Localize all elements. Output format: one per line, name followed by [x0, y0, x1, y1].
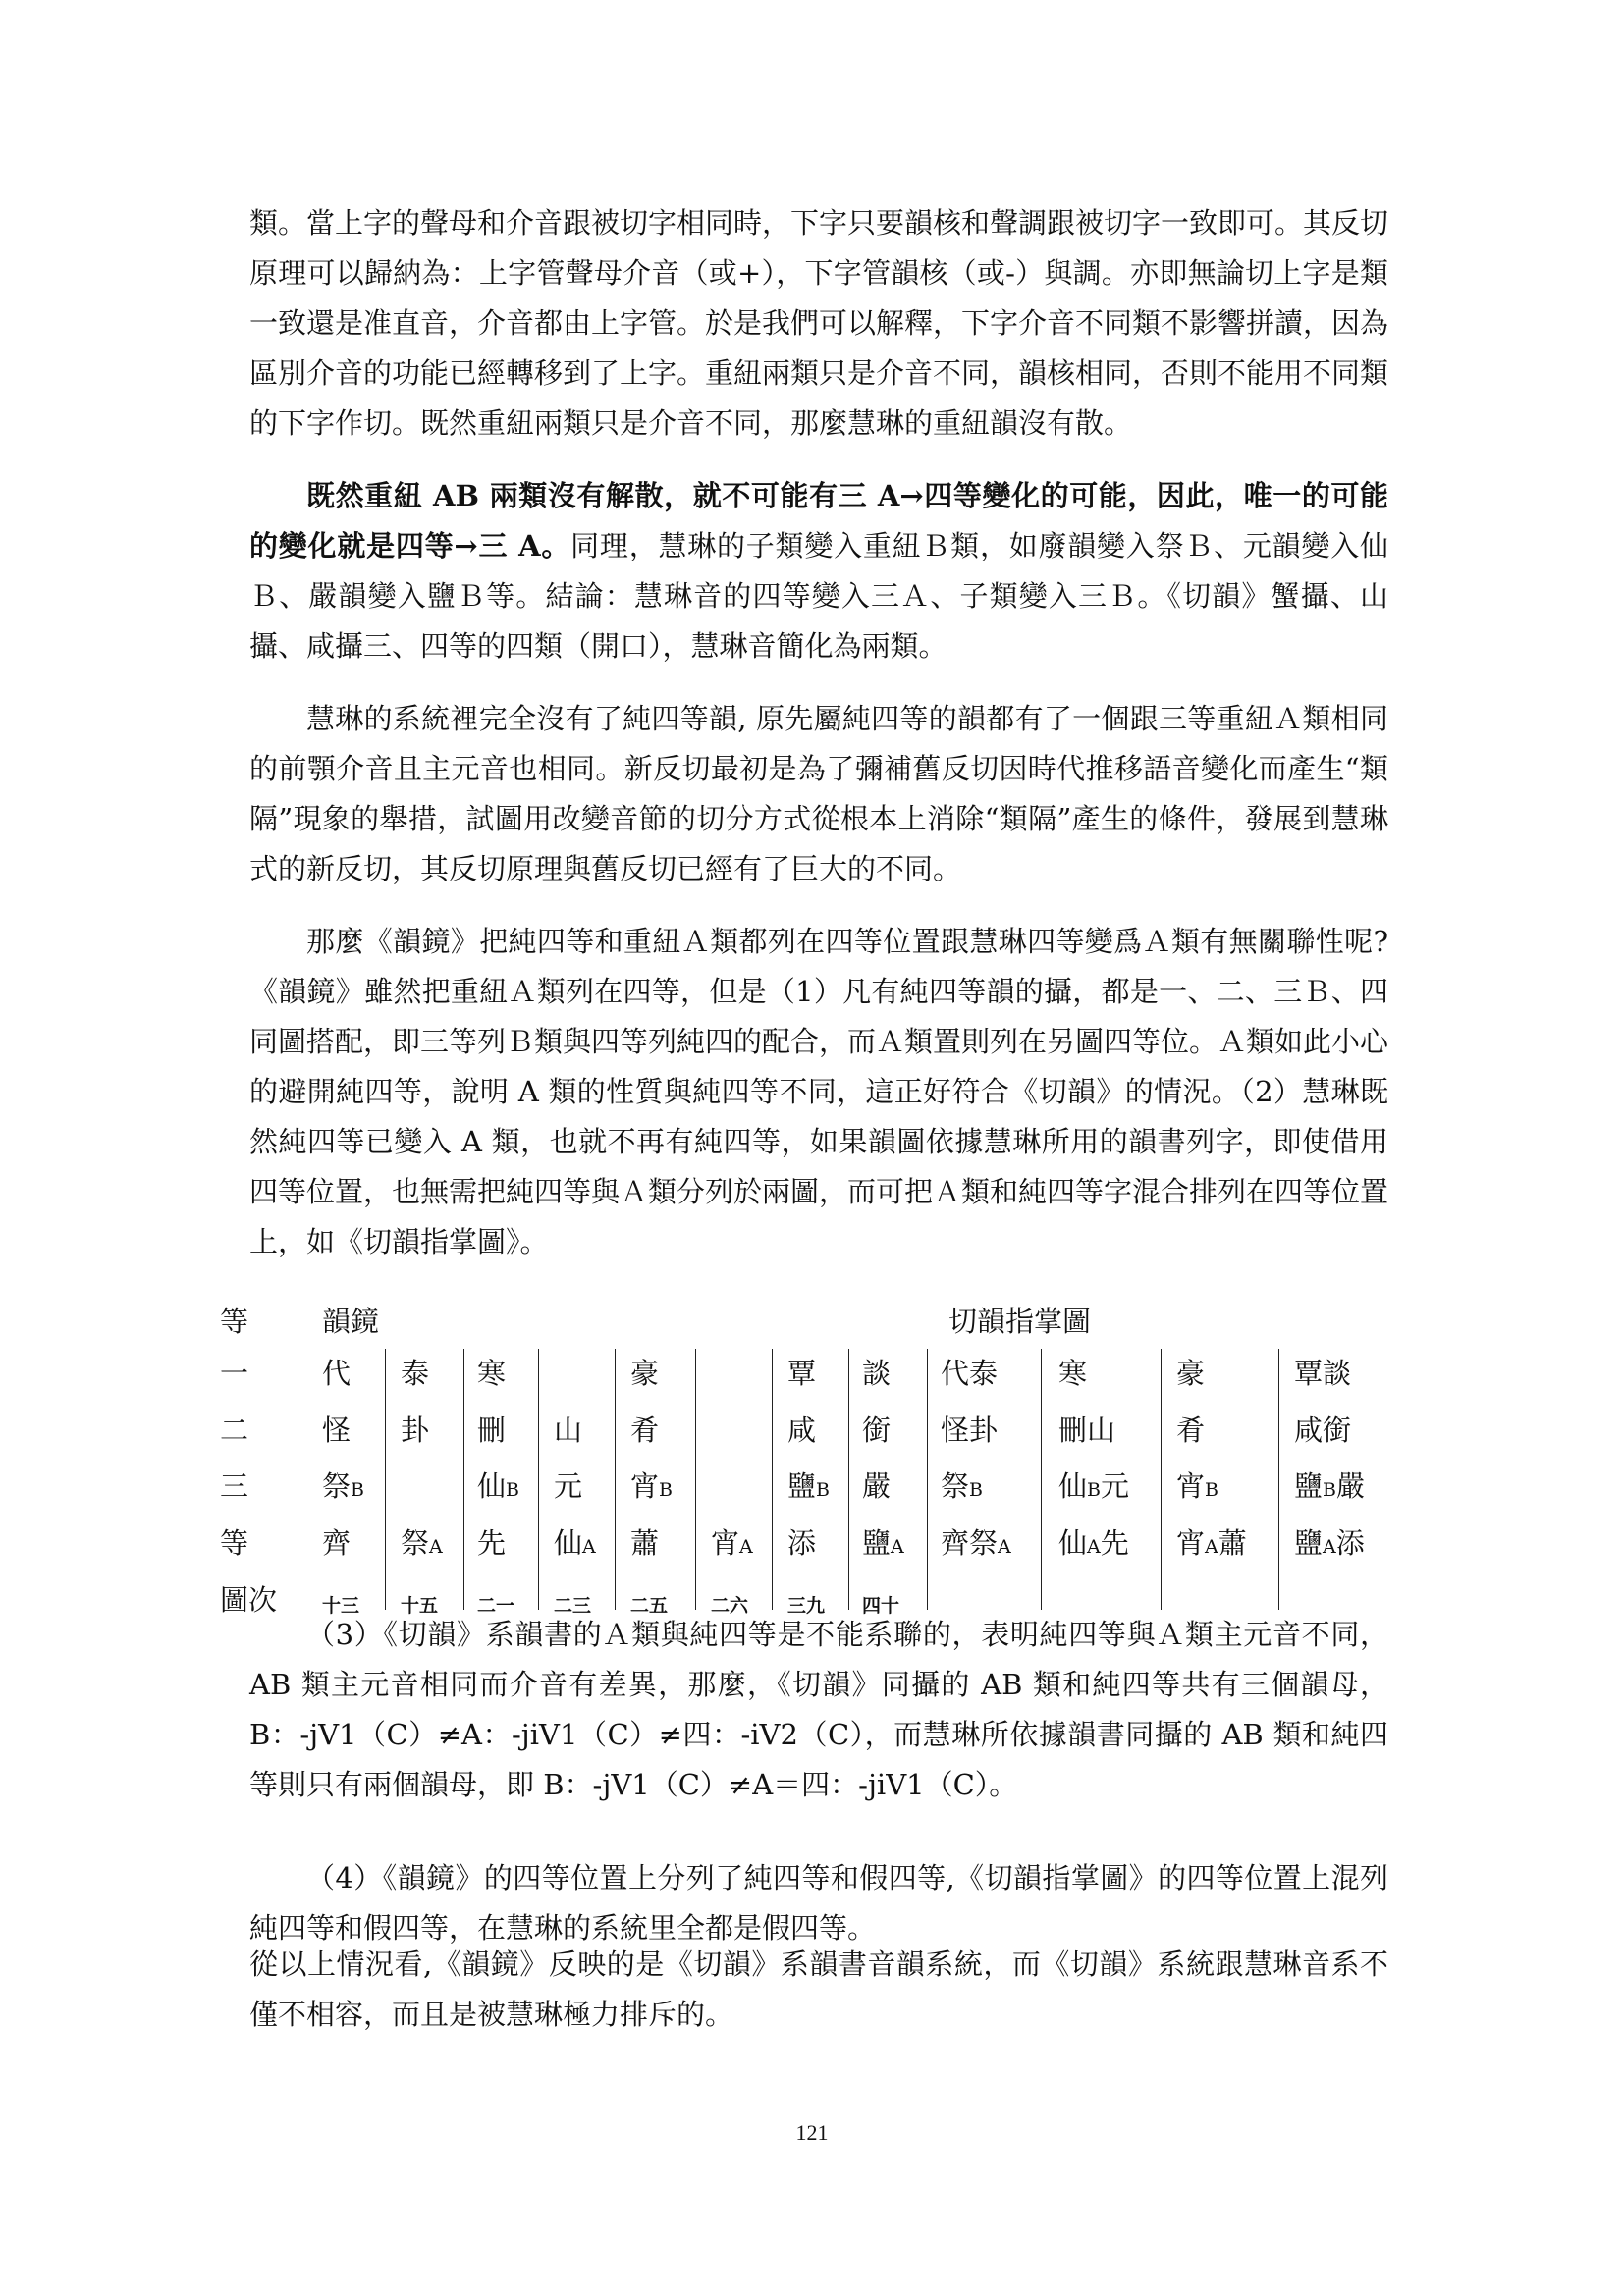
rhyme-class-mark: B — [1087, 1479, 1101, 1501]
rhyme-char: 添 — [1335, 1526, 1365, 1560]
rhyme-class-mark: A — [998, 1536, 1011, 1558]
table-cell — [1176, 1527, 1247, 1563]
rhyme-class-mark: B — [506, 1479, 519, 1501]
paragraph-7: 從以上情況看,《韻鏡》反映的是《切韻》系韻書音韻系統，而《切韻》系統跟慧琳音系不僅不相容，而且是被慧琳極力排斥的。 — [249, 1948, 1388, 2031]
table-chart-number: 十五 — [401, 1595, 439, 1617]
paragraph-4: 那麼《韻鏡》把純四等和重紐Ａ類都列在四等位置跟慧琳四等變爲Ａ類有無關聯性呢?《韻鏡》雖然把重紐Ａ類列在四等，但是（1）凡有純四等韻的攝，都是一、二、三Ｂ、四同圖搭配，即三等列Ｂ類與四等列純四的配合，而Ａ類置則列在另圖四等位。Ａ類如此小心的避開純四等，說明 A 類的性質與純四等不同，這正好符合《切韻》的情況。（2）慧琳既然純四等已變入 A 類，也就不再有純四等，如果韻圖依據慧琳所用的韻書列字，即使借用四等位置，也無需把純四等與Ａ類分列於兩圖，而可把Ａ類和純四等字混合排列在四等位置上，如《切韻指掌圖》。 — [249, 925, 1389, 1258]
rhyme-class-mark: B — [1205, 1479, 1218, 1501]
paragraph-6: （4）《韻鏡》的四等位置上分列了純四等和假四等,《切韻指掌圖》的四等位置上混列純四等和假四等，在慧琳的系統里全都是假四等。 — [249, 1861, 1388, 1945]
table-cell: 刪山 — [1058, 1414, 1116, 1447]
table-header-deng: 等 — [220, 1305, 249, 1338]
rhyme-class-mark: A — [1323, 1536, 1336, 1558]
table-cell — [1294, 1470, 1365, 1506]
table-row-label: 圖次 — [220, 1583, 278, 1617]
rhyme-char: 添 — [787, 1526, 817, 1560]
rhyme-char: 宵 — [1176, 1526, 1206, 1560]
table-cell — [322, 1470, 364, 1506]
table-column-divider — [463, 1349, 464, 1610]
rhyme-char: 宵 — [1176, 1469, 1206, 1503]
paragraph-2-rest: 同理，慧琳的子類變入重紐Ｂ類，如廢韻變入祭Ｂ、元韻變入仙Ｂ、嚴韻變入鹽Ｂ等。結論：慧琳音的四等變入三Ａ、子類變入三Ｂ。《切韻》蟹攝、山攝、咸攝三、四等的四類（開口），慧琳音簡化為兩類。 — [249, 529, 1388, 663]
table-cell: 寒 — [1058, 1357, 1088, 1390]
table-column-divider — [538, 1349, 539, 1610]
rhyme-char: 仙 — [554, 1526, 583, 1560]
table-column-divider — [385, 1349, 386, 1610]
table-cell — [1294, 1527, 1365, 1563]
rhyme-char: 仙 — [477, 1469, 507, 1503]
table-cell — [554, 1527, 596, 1563]
rhyme-char: 齊祭 — [941, 1526, 999, 1560]
table-cell: 怪 — [322, 1414, 352, 1447]
table-column-divider — [927, 1349, 928, 1610]
table-cell: 銜 — [862, 1414, 892, 1447]
table-cell — [941, 1527, 1011, 1563]
paragraph-1: 類。當上字的聲母和介音跟被切字相同時，下字只要韻核和聲調跟被切字一致即可。其反切原理可以歸納為：上字管聲母介音（或+），下字管韻核（或-）與調。亦即無論切上字是類一致還是准直音，介音都由上字管。於是我們可以解釋，下字介音不同類不影響拼讀，因為區別介音的功能已經轉移到了上字。重紐兩類只是介音不同，韻核相同，否則不能用不同類的下字作切。既然重紐兩類只是介音不同，那麼慧琳的重紐韻沒有散。 — [249, 206, 1389, 440]
table-cell: 咸銜 — [1294, 1414, 1352, 1447]
rhyme-char: 齊 — [322, 1526, 352, 1560]
rhyme-char: 仙 — [1058, 1526, 1088, 1560]
table-cell: 肴 — [1176, 1414, 1206, 1447]
table-cell — [941, 1470, 983, 1506]
page-number: 121 — [795, 2120, 829, 2145]
rhyme-char: 鹽 — [787, 1469, 817, 1503]
rhyme-class-mark: A — [582, 1536, 596, 1558]
table-cell — [630, 1470, 673, 1506]
rhyme-char: 祭 — [401, 1526, 430, 1560]
table-cell: 豪 — [1176, 1357, 1206, 1390]
table-column-divider — [1278, 1349, 1279, 1610]
table-cell — [711, 1527, 753, 1563]
rhyme-char: 先 — [1100, 1526, 1129, 1560]
rhyme-class-mark: A — [1087, 1536, 1101, 1558]
table-row-label: 一 — [220, 1357, 249, 1390]
table-cell: 覃 — [787, 1357, 817, 1390]
table-cell — [554, 1470, 582, 1502]
paragraph-3: 慧琳的系統裡完全沒有了純四等韻, 原先屬純四等的韻都有了一個跟三等重紐Ａ類相同的前顎介音且主元音也相同。新反切最初是為了彌補舊反切因時代推移語音變化而產生“類隔”現象的舉措，試圖用改變音節的切分方式從根本上消除“類隔”產生的條件，發展到慧琳式的新反切，其反切原理與舊反切已經有了巨大的不同。 — [249, 702, 1388, 885]
rhyme-char: 鹽 — [862, 1526, 892, 1560]
table-chart-number: 二三 — [554, 1595, 592, 1617]
table-header-zhizhang: 切韻指掌圖 — [948, 1305, 1092, 1338]
table-cell: 談 — [862, 1357, 892, 1390]
table-chart-number: 二六 — [711, 1595, 749, 1617]
table-cell — [862, 1527, 904, 1563]
table-chart-number: 十三 — [322, 1595, 360, 1617]
table-cell — [787, 1470, 830, 1506]
table-cell: 代 — [322, 1357, 352, 1390]
table-cell — [1176, 1470, 1218, 1506]
table-row-label: 二 — [220, 1414, 249, 1447]
rhyme-class-mark: A — [739, 1536, 753, 1558]
table-cell — [1058, 1470, 1129, 1506]
table-cell: 刪 — [477, 1414, 507, 1447]
rhyme-table — [214, 1304, 1392, 1617]
rhyme-char: 元 — [1100, 1469, 1129, 1503]
table-cell — [401, 1527, 443, 1563]
rhyme-char: 鹽 — [1294, 1469, 1324, 1503]
rhyme-class-mark: B — [351, 1479, 364, 1501]
table-row-label: 三 — [220, 1469, 249, 1503]
table-cell — [477, 1470, 519, 1506]
rhyme-char: 先 — [477, 1526, 507, 1560]
table-column-divider — [848, 1349, 849, 1610]
table-column-divider — [772, 1349, 773, 1610]
rhyme-char: 仙 — [1058, 1469, 1088, 1503]
rhyme-char: 嚴 — [1335, 1469, 1365, 1503]
table-column-divider — [695, 1349, 696, 1610]
table-cell — [862, 1470, 891, 1502]
table-cell: 泰 — [401, 1357, 430, 1390]
rhyme-class-mark: A — [429, 1536, 443, 1558]
rhyme-char: 嚴 — [862, 1469, 892, 1503]
rhyme-char: 宵 — [630, 1469, 660, 1503]
rhyme-class-mark: B — [816, 1479, 830, 1501]
rhyme-class-mark: B — [659, 1479, 673, 1501]
table-column-divider — [1041, 1349, 1042, 1610]
rhyme-char: 祭 — [941, 1469, 970, 1503]
table-row-label: 等 — [220, 1526, 249, 1560]
table-chart-number: 二一 — [477, 1595, 515, 1617]
table-cell: 代泰 — [941, 1357, 999, 1390]
table-cell — [477, 1527, 506, 1559]
table-cell — [322, 1527, 351, 1559]
table-cell: 咸 — [787, 1414, 817, 1447]
table-cell: 肴 — [630, 1414, 660, 1447]
table-column-divider — [1161, 1349, 1162, 1610]
rhyme-class-mark: A — [1205, 1536, 1218, 1558]
table-column-divider — [615, 1349, 616, 1610]
rhyme-char: 鹽 — [1294, 1526, 1324, 1560]
table-cell — [1058, 1527, 1129, 1563]
table-cell: 卦 — [401, 1414, 430, 1447]
paragraph-2 — [249, 471, 1388, 671]
rhyme-class-mark: B — [969, 1479, 983, 1501]
table-cell: 豪 — [630, 1357, 660, 1390]
table-cell: 寒 — [477, 1357, 507, 1390]
table-header-yunjing: 韻鏡 — [322, 1305, 380, 1338]
rhyme-char: 蕭 — [1218, 1526, 1247, 1560]
rhyme-class-mark: B — [1323, 1479, 1336, 1501]
table-chart-number: 四十 — [862, 1595, 900, 1617]
table-chart-number: 二五 — [630, 1595, 669, 1617]
paragraph-5: （3）《切韻》系韻書的Ａ類與純四等是不能系聯的，表明純四等與Ａ類主元音不同，AB 類主元音相同而介音有差異，那麼，《切韻》同攝的 AB 類和純四等共有三個韻母，B：-jV1（C）≠A：-jiV1（C）≠四：-iV2（C），而慧琳所依據韻書同攝的 AB 類和純四等則只有兩個韻母，即 B：-jV1（C）≠A＝四：-jiV1（C）。 — [249, 1618, 1388, 1801]
rhyme-char: 祭 — [322, 1469, 352, 1503]
table-cell — [787, 1527, 816, 1559]
table-chart-number: 三九 — [787, 1595, 826, 1617]
table-cell — [630, 1527, 659, 1559]
table-cell: 覃談 — [1294, 1357, 1352, 1390]
table-cell: 怪卦 — [941, 1414, 999, 1447]
rhyme-char: 元 — [554, 1469, 583, 1503]
table-cell: 山 — [554, 1414, 583, 1447]
rhyme-char: 宵 — [711, 1526, 740, 1560]
paragraph-2-bold: 既然重紐 AB 兩類沒有解散，就不可能有三 A→四等變化的可能，因此，唯一的可能的變化就是四等→三 A。 — [249, 479, 1388, 562]
rhyme-class-mark: A — [891, 1536, 904, 1558]
rhyme-char: 蕭 — [630, 1526, 660, 1560]
